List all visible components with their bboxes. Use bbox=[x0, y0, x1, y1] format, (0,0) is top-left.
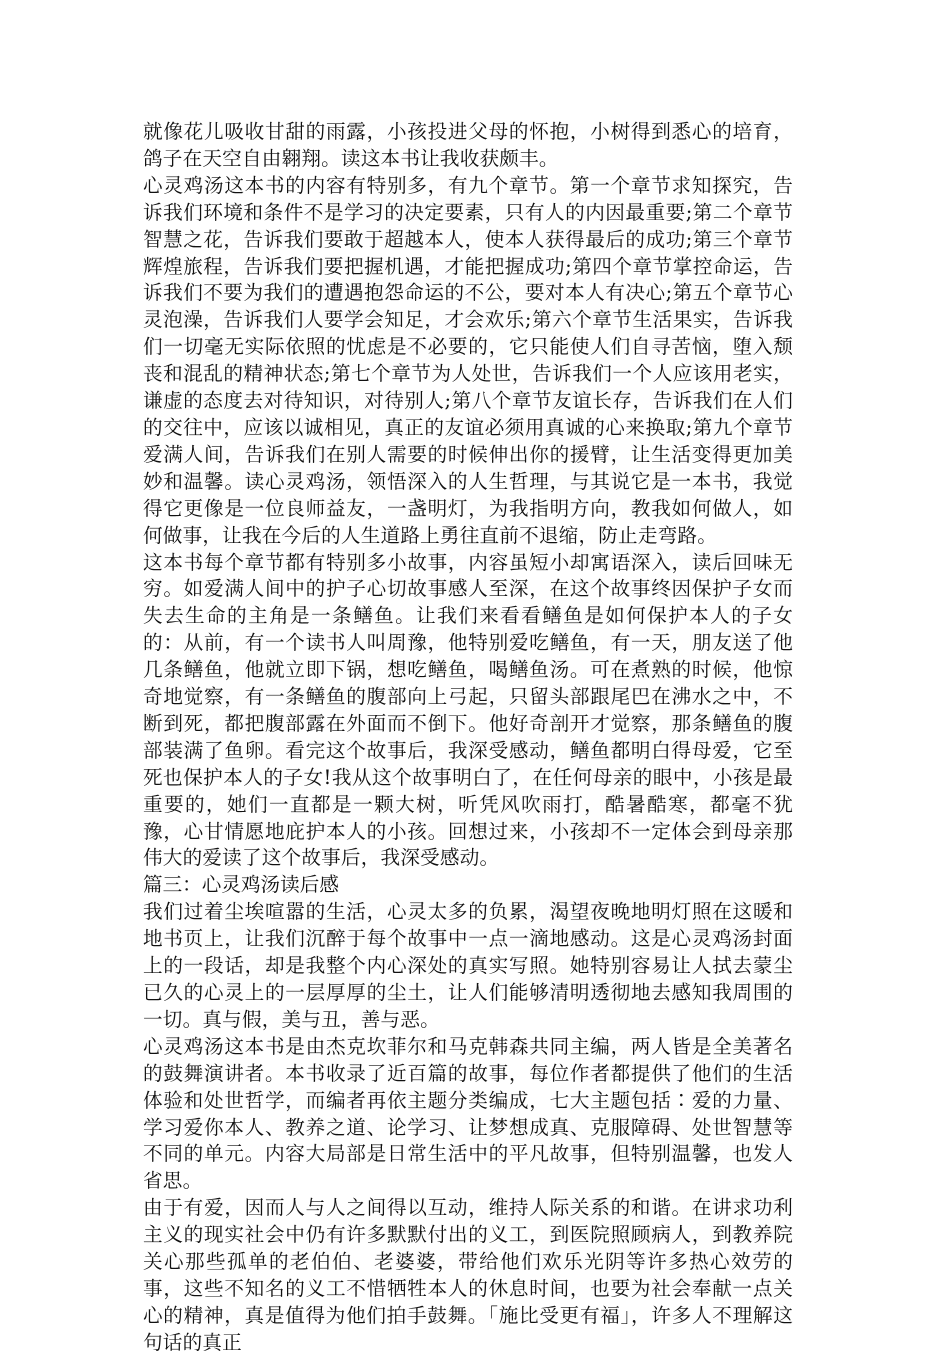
section-heading: 篇三：心灵鸡汤读后感 bbox=[143, 873, 339, 897]
paragraph-4: 我们过着尘埃喧嚣的生活，心灵太多的负累，渴望夜晚地明灯照在这暖和地书页上，让我们沉醉于每个故事中一点一滴地感动。这是心灵鸡汤封面上的一段话，却是我整个内心深处的真实写照。她特别容易让人拭去蒙尘已久的心灵上的一层厚厚的尘土，让人们能够清明透彻地去感知我周围的一切。真与假，美与丑，善与恶。 bbox=[143, 900, 793, 1031]
paragraph-2: 心灵鸡汤这本书的内容有特别多，有九个章节。第一个章节求知探究，告诉我们环境和条件不是学习的决定要素，只有人的内因最重要;第二个章节智慧之花，告诉我们要敢于超越本人，使本人获得最后的成功;第三个章节辉煌旅程，告诉我们要把握机遇，才能把握成功;第四个章节掌控命运，告诉我们不要为我们的遭遇抱怨命运的不公，要对本人有决心;第五个章节心灵泡澡，告诉我们人要学会知足，才会欢乐;第六个章节生活果实，告诉我们一切毫无实际依照的忧虑是不必要的，它只能使人们自寻苦恼，堕入颓丧和混乱的精神状态;第七个章节为人处世，告诉我们一个人应该用老实，谦虚的态度去对待知识，对待别人;第八个章节友谊长存，告诉我们在人们的交往中，应该以诚相见，真正的友谊必须用真诚的心来换取;第九个章节爱满人间，告诉我们在别人需要的时候伸出你的援臂，让生活变得更加美妙和温馨。读心灵鸡汤，领悟深入的人生哲理，与其说它是一本书，我觉得它更像是一位良师益友，一盏明灯，为我指明方向，教我如何做人，如何做事，让我在今后的人生道路上勇往直前不退缩，防止走弯路。 bbox=[143, 173, 793, 547]
paragraph-6: 由于有爱，因而人与人之间得以互动，维持人际关系的和谐。在讲求功利主义的现实社会中仍有许多默默付出的义工，到医院照顾病人，到教养院关心那些孤单的老伯伯、老婆婆，带给他们欢乐光阴等许多热心效劳的事，这些不知名的义工不惜牺牲本人的休息时间，也要为社会奉献一点关心的精神，真是值得为他们拍手鼓舞。「施比受更有福」，许多人不理解这句话的真正 bbox=[143, 1196, 793, 1354]
paragraph-1: 就像花儿吸收甘甜的雨露，小孩投进父母的怀抱，小树得到悉心的培育，鸽子在天空自由翱翔。读这本书让我收获颇丰。 bbox=[143, 120, 793, 170]
paragraph-3: 这本书每个章节都有特别多小故事，内容虽短小却寓语深入，读后回味无穷。如爱满人间中的护子心切故事感人至深，在这个故事终因保护子女而失去生命的主角是一条鳝鱼。让我们来看看鳝鱼是如何保护本人的子女的：从前，有一个读书人叫周豫，他特别爱吃鳝鱼，有一天，朋友送了他几条鳝鱼，他就立即下锅，想吃鳝鱼，喝鳝鱼汤。可在煮熟的时候，他惊奇地觉察，有一条鳝鱼的腹部向上弓起，只留头部跟尾巴在沸水之中，不断到死，都把腹部露在外面而不倒下。他好奇剖开才觉察，那条鳝鱼的腹部装满了鱼卵。看完这个故事后，我深受感动，鳝鱼都明白得母爱，它至死也保护本人的子女!我从这个故事明白了，在任何母亲的眼中，小孩是最重要的，她们一直都是一颗大树，听凭风吹雨打，酷暑酷寒，都毫不犹豫，心甘情愿地庇护本人的小孩。回想过来，小孩却不一定体会到母亲那伟大的爱读了这个故事后，我深受感动。 bbox=[143, 550, 793, 870]
paragraph-5: 心灵鸡汤这本书是由杰克坎菲尔和马克韩森共同主编，两人皆是全美著名的鼓舞演讲者。本书收录了近百篇的故事，每位作者都提供了他们的生活体验和处世哲学，而编者再依主题分类编成，七大主题包括∶爱的力量、学习爱你本人、教养之道、论学习、让梦想成真、克服障碍、处世智慧等不同的单元。内容大局部是日常生活中的平凡故事，但特别温馨，也发人省思。 bbox=[143, 1034, 793, 1193]
document-page bbox=[143, 119, 793, 1357]
